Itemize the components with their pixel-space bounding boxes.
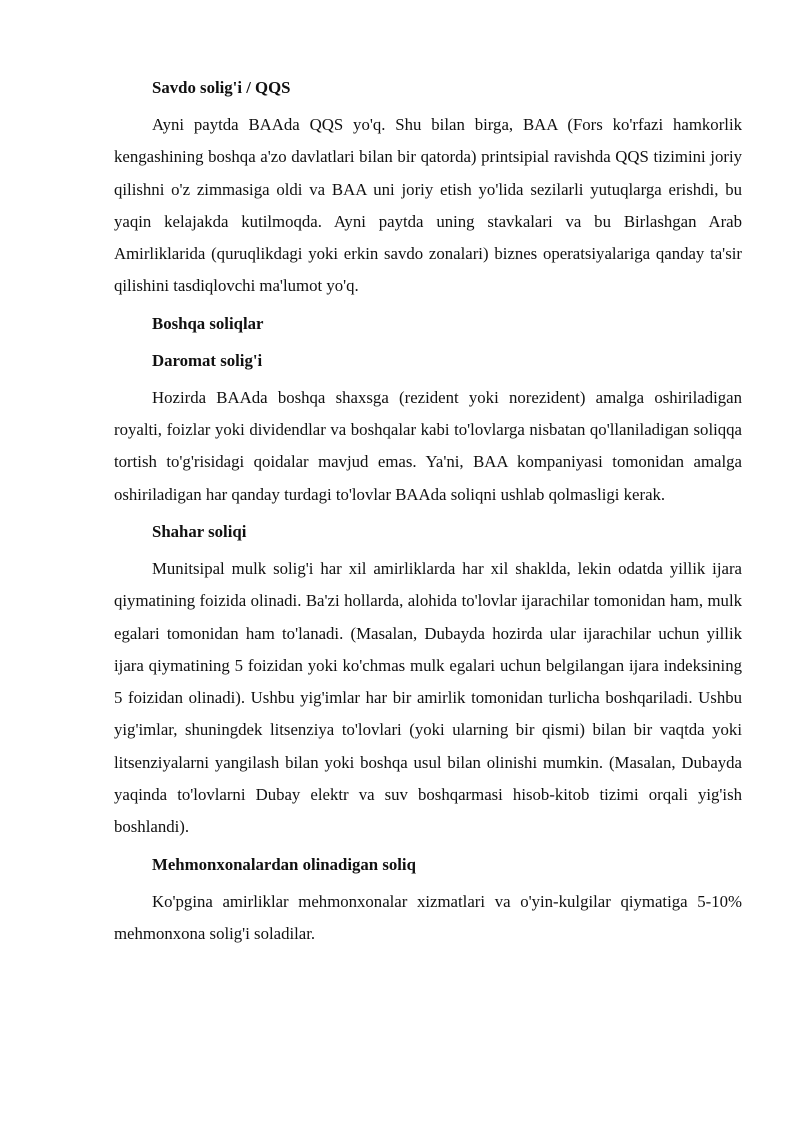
heading-other-taxes: Boshqa soliqlar bbox=[152, 313, 264, 333]
heading-municipal-tax: Shahar soliqi bbox=[152, 521, 247, 541]
paragraph-sales-tax-vat: Ayni paytda BAAda QQS yo'q. Shu bilan birga, BAA (Fors ko'rfazi hamkorlik kengashining boshqa a'zo davlatlari bilan bir qatorda) printsipial ravishda QQS tizimini joriy qilishni o'z zimmasiga oldi va BAA uni joriy etish yo'lida sezilarli yutuqlarga erishdi, bu yaqin kelajakda kutilmoqda. Ayni paytda uning stavkalari va bu Birlashgan Arab Amirliklarida (quruqlikdagi yoki erkin savdo zonalari) biznes operatsiyalariga qanday ta'sir qilishini tasdiqlovchi ma'lumot yo'q. bbox=[114, 115, 742, 296]
heading-hotel-tax: Mehmonxonalardan olinadigan soliq bbox=[152, 854, 416, 874]
heading-income-tax: Daromat solig'i bbox=[152, 350, 263, 370]
paragraph-hotel-tax: Ko'pgina amirliklar mehmonxonalar xizmatlari va o'yin-kulgilar qiymatiga 5-10% mehmonxona solig'i soladilar. bbox=[114, 891, 742, 943]
paragraph-municipal-tax: Munitsipal mulk solig'i har xil amirliklarda har xil shaklda, lekin odatda yillik ijara qiymatining foizida olinadi. Ba'zi hollarda, alohida to'lovlar ijarachilar tomonidan ham, mulk egalari tomonidan ham to'lanadi. (Masalan, Dubayda hozirda ular ijarachilar uchun yillik ijara qiymatining 5 foizidan yoki ko'chmas mulk egalari uchun belgilangan ijara indeksining 5 foizidan olinadi). Ushbu yig'imlar har bir amirlik tomonidan turlicha boshqariladi. Ushbu yig'imlar, shuningdek litsenziya to'lovlari (yoki ularning bir qismi) bilan bir vaqtda yoki litsenziyalarni yangilash bilan yoki boshqa usul bilan olinishi mumkin. (Masalan, Dubayda yaqinda to'lovlarni Dubay elektr va suv boshqarmasi hisob-kitob tizimi orqali yig'ish boshlandi). bbox=[114, 558, 742, 837]
document-page bbox=[114, 72, 742, 955]
heading-sales-tax-vat: Savdo solig'i / QQS bbox=[152, 78, 291, 97]
paragraph-income-tax: Hozirda BAAda boshqa shaxsga (rezident yoki norezident) amalga oshiriladigan royalti, foizlar yoki dividendlar va boshqalar kabi to'lovlarga nisbatan qo'llaniladigan soliqqa tortish to'g'risidagi qoidalar mavjud emas. Ya'ni, BAA kompaniyasi tomonidan amalga oshiriladigan har qanday turdagi to'lovlar BAAda soliqni ushlab qolmasligi kerak. bbox=[114, 387, 742, 504]
